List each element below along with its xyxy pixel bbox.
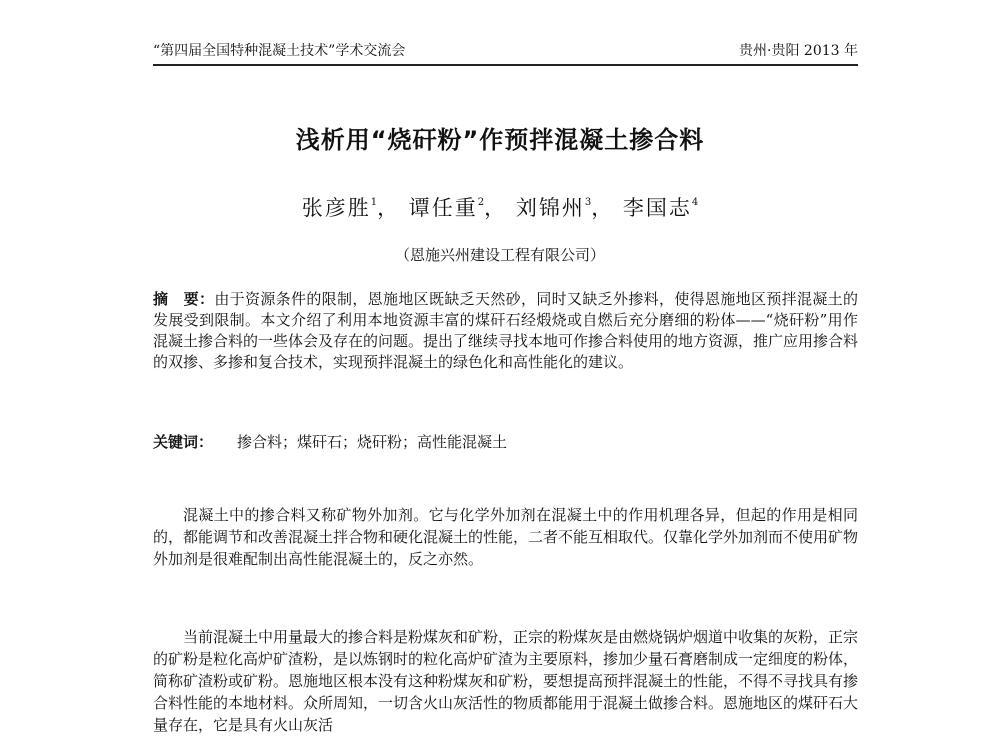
running-header [153, 38, 858, 66]
location-year: 贵州·贵阳 2013 年 [739, 43, 858, 59]
author-name: 张彦胜 [301, 196, 371, 220]
affiliation: （恩施兴州建设工程有限公司） [394, 246, 605, 264]
conference-name: “第四届全国特种混凝土技术”学术交流会 [153, 43, 406, 59]
body-paragraph: 当前混凝土中用量最大的掺合料是粉煤灰和矿粉，正宗的粉煤灰是由燃烧锅炉烟道中收集的灰粉，正宗的矿粉是粒化高炉矿渣粉，是以炼钢时的粒化高炉矿渣为主要原料，掺加少量石膏磨制成一定细度的粉体，简称矿渣粉或矿粉。恩施地区根本没有这种粉煤灰和矿粉，要想提高预拌混凝土的性能，不得不寻找具有掺合料性能的本地材料。众所周知，一切含火山灰活性的物质都能用于混凝土做掺合料。恩施地区的煤矸石大量存在，它是具有火山灰活 [153, 628, 859, 734]
abstract-text: 由于资源条件的限制，恩施地区既缺乏天然砂，同时又缺乏外掺料，使得恩施地区预拌混凝土的发展受到限制。本文介绍了利用本地资源丰富的煤矸石经煅烧或自燃后充分磨细的粉体——“烧矸粉”用作混凝土掺合料的一些体会及存在的问题。提出了继续寻找本地可作掺合料使用的地方资源，推广应用掺合料的双掺、多掺和复合技术，实现预拌混凝土的绿色化和高性能化的建议。 [153, 290, 859, 371]
author-mark: 3 [584, 197, 592, 208]
author-name: 刘锦州 [515, 196, 585, 220]
author-mark: 4 [691, 197, 699, 208]
author-name: 李国志 [622, 196, 692, 220]
keywords [153, 432, 858, 453]
author-mark: 1 [370, 197, 378, 208]
keywords-label: 关键词： [153, 433, 214, 451]
abstract [153, 289, 858, 373]
author-mark: 2 [477, 197, 485, 208]
author-name: 谭任重 [408, 196, 478, 220]
paper-title: 浅析用“烧矸粉”作预拌混凝土掺合料 [295, 126, 705, 154]
body-paragraph: 混凝土中的掺合料又称矿物外加剂。它与化学外加剂在混凝土中的作用机理各异，但起的作用是相同的，都能调节和改善混凝土拌合物和硬化混凝土的性能，二者不能互相取代。仅靠化学外加剂而不使用矿物外加剂是很难配制出高性能混凝土的，反之亦然。 [153, 506, 859, 568]
abstract-label: 摘 要： [153, 290, 215, 308]
keywords-text: 掺合料；煤矸石；烧矸粉；高性能混凝土 [237, 433, 508, 451]
author-list: 张彦胜$^1$， 谭任重$^2$， 刘锦州$^3$， 李国志$^4$ [301, 196, 699, 220]
